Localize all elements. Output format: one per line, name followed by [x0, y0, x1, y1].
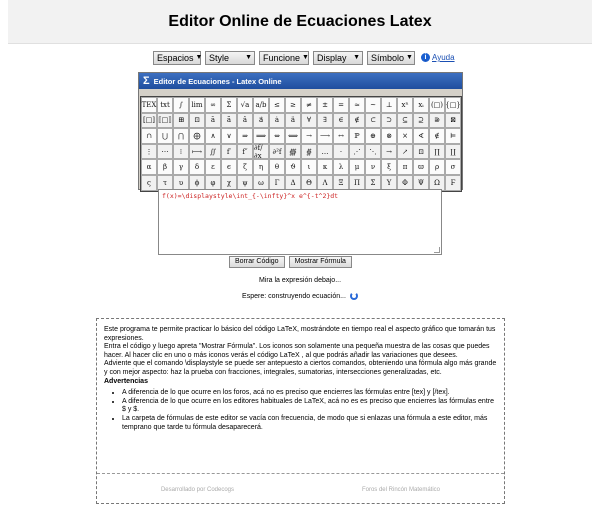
symbol-button[interactable]: ā: [205, 113, 221, 129]
symbol-button[interactable]: Γ: [269, 175, 285, 191]
symbol-button[interactable]: ∬: [205, 144, 221, 160]
chevron-down-icon: ▼: [302, 53, 309, 61]
symbol-button[interactable]: ⇔: [269, 128, 285, 144]
warnings-list: [122, 389, 498, 432]
symbol-button[interactable]: γ: [173, 159, 189, 175]
symbol-button[interactable]: ∨: [221, 128, 237, 144]
chevron-down-icon: ▼: [195, 53, 203, 61]
info-paragraph-1: Este programa te permite practicar lo básico del código LaTeX, mostrándote en tiempo real el aspecto gráfico que tomarán tus expresiones.: [104, 326, 496, 342]
symbol-button[interactable]: ⟶: [317, 128, 333, 144]
symbol-button[interactable]: ȧ: [269, 113, 285, 129]
menu-dropdown-label: Espacios: [157, 52, 194, 63]
symbol-button[interactable]: ⁞: [173, 144, 189, 160]
symbol-button[interactable]: f′: [221, 144, 237, 160]
symbol-button[interactable]: ν: [365, 159, 381, 175]
symbol-button[interactable]: ℙ: [349, 128, 365, 144]
symbol-button[interactable]: ~: [365, 97, 381, 113]
symbol-button[interactable]: ⊠: [445, 113, 461, 129]
symbol-button[interactable]: ⊥: [381, 97, 397, 113]
symbol-button[interactable]: ⇒: [237, 128, 253, 144]
symbol-button[interactable]: â: [237, 113, 253, 129]
symbol-button[interactable]: ≈: [349, 97, 365, 113]
symbol-button[interactable]: …: [317, 144, 333, 160]
symbol-button[interactable]: ∩: [141, 128, 157, 144]
symbol-button[interactable]: ω: [253, 175, 269, 191]
info-panel: [96, 318, 505, 504]
symbol-button[interactable]: a⃗: [253, 113, 269, 129]
symbol-button[interactable]: ⋱: [365, 144, 381, 160]
chevron-down-icon: ▼: [245, 53, 252, 61]
footer: [97, 473, 504, 505]
symbol-button[interactable]: ϖ: [413, 159, 429, 175]
symbol-button[interactable]: [□]: [141, 113, 157, 129]
symbol-button[interactable]: ∂²f: [269, 144, 285, 160]
symbol-button[interactable]: ⊡: [189, 113, 205, 129]
symbol-button[interactable]: β: [157, 159, 173, 175]
symbol-button[interactable]: ∢: [413, 128, 429, 144]
symbol-button[interactable]: Ψ: [413, 175, 429, 191]
symbol-button[interactable]: ∉: [429, 128, 445, 144]
symbol-button[interactable]: ρ: [429, 159, 445, 175]
info-icon: i: [421, 53, 430, 62]
symbol-button[interactable]: ⨁: [189, 128, 205, 144]
symbol-button[interactable]: ∰: [285, 144, 301, 160]
symbol-button[interactable]: φ: [205, 175, 221, 191]
symbol-button[interactable]: ϕ: [189, 175, 205, 191]
symbol-button[interactable]: ι: [301, 159, 317, 175]
symbol-button[interactable]: Θ: [301, 175, 317, 191]
symbol-button[interactable]: α: [141, 159, 157, 175]
symbol-button[interactable]: →: [301, 128, 317, 144]
symbol-button[interactable]: υ: [173, 175, 189, 191]
symbol-button[interactable]: ⟼: [189, 144, 205, 160]
symbol-button[interactable]: λ: [333, 159, 349, 175]
page-title: Editor Online de Ecuaciones Latex: [168, 13, 432, 30]
symbol-button[interactable]: TEX: [141, 97, 157, 113]
footer-forum-link[interactable]: Foros del Rincón Matemático: [361, 486, 441, 493]
symbol-button[interactable]: ⋯: [157, 144, 173, 160]
symbol-button[interactable]: ⋃: [157, 128, 173, 144]
symbol-button[interactable]: ⟹: [253, 128, 269, 144]
symbol-button[interactable]: ε: [205, 159, 221, 175]
symbol-button[interactable]: ≠: [301, 97, 317, 113]
symbol-button[interactable]: ϵ: [221, 159, 237, 175]
symbol-button[interactable]: ↗: [397, 144, 413, 160]
symbol-button[interactable]: =: [333, 97, 349, 113]
menu-dropdown-label: Símbolo: [371, 52, 405, 63]
editor-titlebar: [139, 73, 462, 89]
warning-item: • La carpeta de fórmulas de este editor se vacía con frecuencia, de modo que si enlazas una fórmula a este editor, más temprano que tarde tu fórmula desaparecerá.: [122, 415, 498, 432]
symbol-button[interactable]: Π: [349, 175, 365, 191]
symbol-button[interactable]: ⋮: [141, 144, 157, 160]
menu-dropdown-2[interactable]: [259, 51, 309, 65]
symbol-grid: [140, 96, 462, 192]
symbol-button[interactable]: τ: [157, 175, 173, 191]
editor-title: Editor de Ecuaciones - Latex Online: [153, 76, 282, 86]
menu-dropdown-1[interactable]: [205, 51, 255, 65]
symbol-button[interactable]: ⋰: [349, 144, 365, 160]
symbol-button[interactable]: Ϝ: [445, 175, 461, 191]
symbol-button[interactable]: Δ: [285, 175, 301, 191]
symbol-button[interactable]: Ω: [429, 175, 445, 191]
symbol-button[interactable]: ∏: [429, 144, 445, 160]
preview-hint: Mira la expresión debajo...: [258, 277, 342, 284]
waiting-text: Espere: construyendo ecuación...: [242, 292, 346, 300]
symbol-button[interactable]: {□}: [445, 97, 461, 113]
symbol-button[interactable]: ∉: [349, 113, 365, 129]
equation-editor-window: [138, 72, 463, 190]
symbol-button[interactable]: ∞: [205, 97, 221, 113]
symbol-button[interactable]: ä: [285, 113, 301, 129]
show-formula-button[interactable]: Mostrar Fórmula: [289, 256, 352, 268]
symbol-button[interactable]: ψ: [237, 175, 253, 191]
symbol-button[interactable]: ∫: [173, 97, 189, 113]
symbol-button[interactable]: Λ: [317, 175, 333, 191]
symbol-button[interactable]: ∯: [301, 144, 317, 160]
latex-code-text: f(x)=\displaystyle\int_{-\infty}^x e^{-t^2}dt: [162, 192, 339, 200]
symbol-button[interactable]: θ: [269, 159, 285, 175]
symbol-button[interactable]: ζ: [237, 159, 253, 175]
menu-dropdown-4[interactable]: [367, 51, 415, 65]
symbol-button[interactable]: Φ: [397, 175, 413, 191]
symbol-button[interactable]: ς: [141, 175, 157, 191]
symbol-button[interactable]: →: [381, 144, 397, 160]
clear-code-button[interactable]: Borrar Código: [229, 256, 285, 268]
symbol-button[interactable]: ·: [333, 144, 349, 160]
symbol-button[interactable]: ⊕: [365, 128, 381, 144]
latex-code-input[interactable]: [158, 189, 442, 255]
symbol-button[interactable]: ∐: [445, 144, 461, 160]
symbol-button[interactable]: κ: [317, 159, 333, 175]
symbol-button[interactable]: txt: [157, 97, 173, 113]
symbol-button[interactable]: (□): [429, 97, 445, 113]
symbol-button[interactable]: Ξ: [333, 175, 349, 191]
menu-dropdown-3[interactable]: [313, 51, 363, 65]
symbol-button[interactable]: ∃: [317, 113, 333, 129]
symbol-button[interactable]: lim: [189, 97, 205, 113]
symbol-button[interactable]: ã: [221, 113, 237, 129]
symbol-button[interactable]: ⟺: [285, 128, 301, 144]
symbol-button[interactable]: ⊇: [413, 113, 429, 129]
chevron-down-icon: ▼: [353, 53, 360, 61]
symbol-button[interactable]: ∀: [301, 113, 317, 129]
warning-item: • A diferencia de lo que ocurre en los foros, acá no es preciso que encierres las fórmulas entre [tex] y [/tex].: [122, 389, 498, 398]
symbol-button[interactable]: χ: [221, 175, 237, 191]
info-paragraph-3: Adviente que el comando \displaystyle se puede ser antepuesto a ciertos comandos, obteniendo una fórmula algo más grande y con mejor aspecto: haz la prueba con fracciones, integrales, sumatorias, intersecciones generalizadas, etc.: [104, 360, 497, 376]
toolbar: [153, 50, 455, 65]
symbol-button[interactable]: Σ: [365, 175, 381, 191]
symbol-button[interactable]: μ: [349, 159, 365, 175]
menu-dropdown-label: Style: [209, 52, 230, 63]
menu-dropdown-label: Funcione: [263, 52, 301, 63]
symbol-button[interactable]: ξ: [381, 159, 397, 175]
symbol-button[interactable]: ∈: [333, 113, 349, 129]
symbol-button[interactable]: ≥: [285, 97, 301, 113]
info-paragraph-2: Entra el código y luego apreta "Mostrar Fórmula". Los iconos son solamente una pequeña muestra de las cosas que puedes hacer. Al hacer clic en uno o más iconos verás el código LaTeX , al que podrás añadir las variaciones que desees.: [104, 343, 490, 359]
symbol-button[interactable]: ⊞: [173, 113, 189, 129]
footer-credit-link[interactable]: Desarrollado por Codecogs: [160, 486, 235, 493]
symbol-button[interactable]: a/b: [253, 97, 269, 113]
chevron-down-icon: ▼: [406, 53, 413, 61]
help-label: Ayuda: [432, 53, 455, 62]
symbol-button[interactable]: ↔: [333, 128, 349, 144]
menu-dropdown-0[interactable]: [153, 51, 201, 65]
resize-handle[interactable]: [434, 247, 440, 253]
symbol-button[interactable]: ⊗: [381, 128, 397, 144]
symbol-button[interactable]: ≤: [269, 97, 285, 113]
sigma-icon: Σ: [143, 75, 150, 87]
waiting-status: [0, 292, 600, 300]
menu-dropdown-label: Display: [317, 52, 347, 63]
help-link[interactable]: [421, 53, 455, 62]
symbol-button[interactable]: xⁿ: [397, 97, 413, 113]
symbol-button[interactable]: π: [397, 159, 413, 175]
symbol-button[interactable]: Υ: [381, 175, 397, 191]
symbol-button[interactable]: ⊡: [413, 144, 429, 160]
symbol-button[interactable]: ∂f/∂x: [253, 144, 269, 160]
symbol-button[interactable]: xᵢ: [413, 97, 429, 113]
warning-item: • A diferencia de lo que ocurre en los editores habituales de LaTeX, acá no es es preciso que encierres las fórmulas entre $ y $.: [122, 398, 498, 415]
warnings-title: Advertencias: [104, 377, 148, 385]
symbol-button[interactable]: ⋂: [173, 128, 189, 144]
symbol-button[interactable]: ⊂: [365, 113, 381, 129]
symbol-button[interactable]: ∧: [205, 128, 221, 144]
symbol-button[interactable]: ⊃: [381, 113, 397, 129]
symbol-button[interactable]: ⋑: [429, 113, 445, 129]
symbol-button[interactable]: σ: [445, 159, 461, 175]
symbol-button[interactable]: ⊨: [445, 128, 461, 144]
symbol-button[interactable]: ±: [317, 97, 333, 113]
symbol-button[interactable]: ×: [397, 128, 413, 144]
action-buttons: [229, 256, 352, 268]
symbol-button[interactable]: √a: [237, 97, 253, 113]
page-header: [8, 0, 592, 44]
loading-spinner-icon: [350, 292, 358, 300]
symbol-button[interactable]: ⊆: [397, 113, 413, 129]
symbol-button[interactable]: η: [253, 159, 269, 175]
symbol-button[interactable]: δ: [189, 159, 205, 175]
symbol-button[interactable]: ⟦□⟧: [157, 113, 173, 129]
symbol-button[interactable]: Σ: [221, 97, 237, 113]
symbol-button[interactable]: f″: [237, 144, 253, 160]
symbol-button[interactable]: ϑ: [285, 159, 301, 175]
